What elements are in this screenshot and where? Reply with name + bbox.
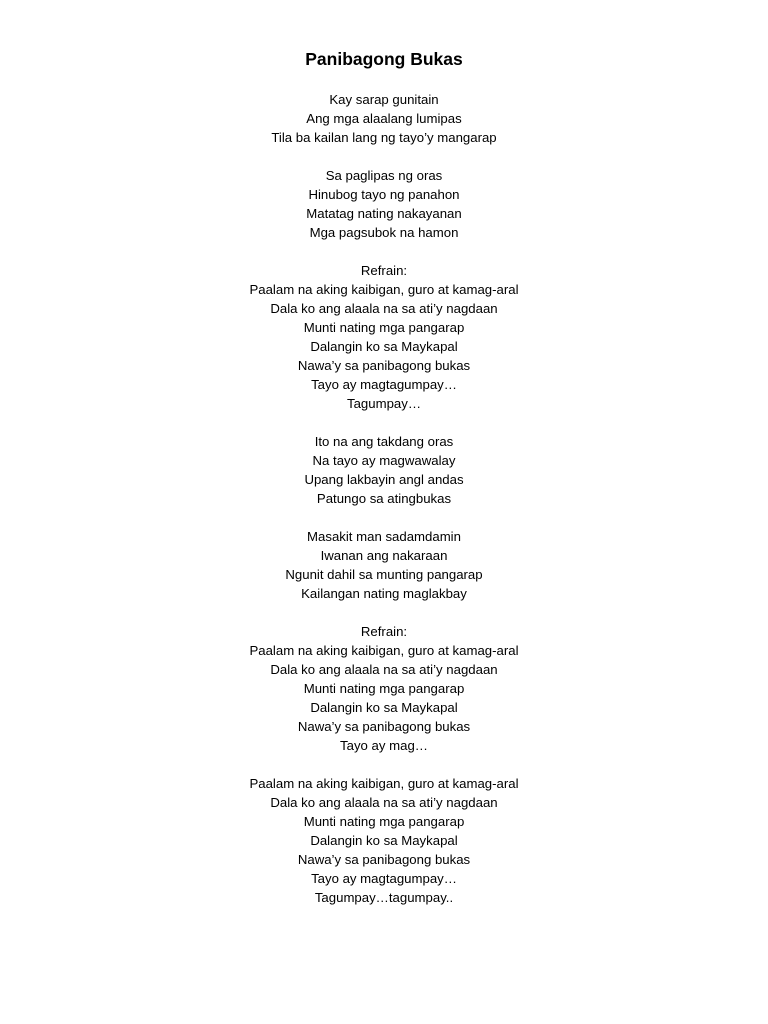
lyric-line: Tila ba kailan lang ng tayo’y mangarap [271,130,497,145]
lyric-line: Ang mga alaalang lumipas [306,111,462,126]
lyric-line: Munti nating mga pangarap [303,320,465,335]
stanza-4 [0,527,768,603]
lyric-line: Patungo sa atingbukas [316,491,452,506]
lyric-line: Munti nating mga pangarap [303,814,465,829]
lyric-line: Upang lakbayin angl andas [304,472,464,487]
lyric-line: Paalam na aking kaibigan, guro at kamag-aral [249,776,519,791]
stanza-2 [0,166,768,242]
lyric-line: Ito na ang takdang oras [314,434,454,449]
lyric-line: Dalangin ko sa Maykapal [310,700,458,715]
lyric-line: Kay sarap gunitain [329,92,439,107]
lyric-line: Tayo ay magtagumpay… [311,871,457,886]
lyrics-body [0,90,768,907]
lyric-line: Tayo ay magtagumpay… [311,377,457,392]
lyric-line: Paalam na aking kaibigan, guro at kamag-aral [249,643,519,658]
lyric-line: Masakit man sadamdamin [307,529,461,544]
lyric-line: Tagumpay… [346,396,422,411]
refrain-label: Refrain: [360,263,408,278]
lyric-line: Dala ko ang alaala na sa ati’y nagdaan [270,795,498,810]
refrain-2 [0,622,768,755]
stanza-3 [0,432,768,508]
song-title: Panibagong Bukas [305,49,463,69]
lyric-line: Dalangin ko sa Maykapal [310,339,458,354]
lyric-line: Mga pagsubok na hamon [309,225,459,240]
lyric-line: Matatag nating nakayanan [306,206,462,221]
lyric-line: Paalam na aking kaibigan, guro at kamag-aral [249,282,519,297]
lyric-line: Dala ko ang alaala na sa ati’y nagdaan [270,301,498,316]
lyric-line: Iwanan ang nakaraan [320,548,448,563]
lyric-line: Nawa’y sa panibagong bukas [297,852,471,867]
lyric-line: Tagumpay…tagumpay.. [314,890,454,905]
lyric-line: Dalangin ko sa Maykapal [310,833,458,848]
final-refrain [0,774,768,907]
refrain-label: Refrain: [360,624,408,639]
lyric-line: Kailangan nating maglakbay [301,586,467,601]
stanza-1 [0,90,768,147]
lyric-line: Tayo ay mag… [340,738,428,753]
lyric-line: Ngunit dahil sa munting pangarap [285,567,483,582]
lyric-line: Nawa’y sa panibagong bukas [297,719,471,734]
lyric-line: Dala ko ang alaala na sa ati’y nagdaan [270,662,498,677]
lyric-line: Na tayo ay magwawalay [312,453,456,468]
lyric-line: Nawa’y sa panibagong bukas [297,358,471,373]
lyric-line: Munti nating mga pangarap [303,681,465,696]
lyric-line: Sa paglipas ng oras [325,168,443,183]
lyric-line: Hinubog tayo ng panahon [308,187,460,202]
refrain-1 [0,261,768,413]
